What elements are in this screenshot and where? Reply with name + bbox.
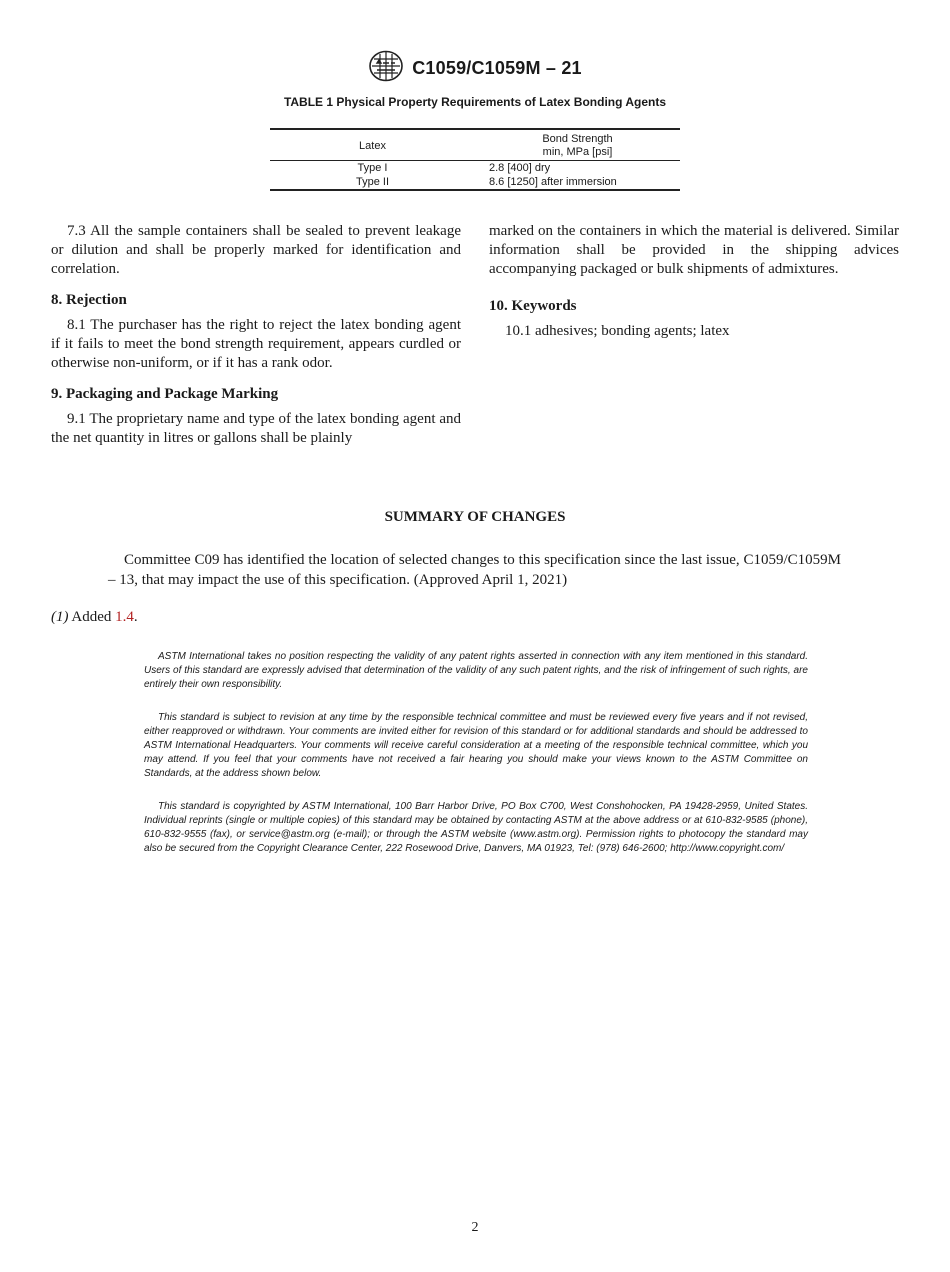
property-requirements-table (270, 128, 680, 191)
summary-of-changes-text: Committee C09 has identified the location of selected changes to this specification since the last issue, C1059/C1059M – 13, that may impact the use of this specification. (Approved April 1, 2021) (108, 552, 841, 588)
section-heading-packaging: 9. Packaging and Package Marking (51, 386, 279, 402)
section-heading-rejection: 8. Rejection (51, 292, 127, 308)
section-reference-link[interactable]: 1.4 (115, 609, 134, 625)
left-column (51, 222, 461, 448)
section-heading-keywords: 10. Keywords (489, 298, 577, 314)
patent-notice: ASTM International takes no position respecting the validity of any patent rights asserted in connection with any item mentioned in this standard. Users of this standard are expressly advised that determination of the validity of any such patent rights, and the risk of infringement of such rights, are entirely their own responsibility. (144, 651, 808, 690)
change-item: (1) Added 1.4. (51, 609, 138, 625)
table-row (270, 175, 680, 190)
paragraph-9-1: 9.1 The proprietary name and type of the latex bonding agent and the net quantity in litres or gallons shall be plainly (51, 411, 461, 446)
summary-of-changes-heading: SUMMARY OF CHANGES (384, 509, 566, 525)
paragraph-9-1-continued: marked on the containers in which the material is delivered. Similar information shall be provided in the shipping advices accompanying packaged or bulk shipments of admixtures. (489, 223, 899, 277)
table-cell: 2.8 [400] dry (489, 162, 551, 174)
right-column (489, 222, 899, 341)
astm-logo-icon (368, 50, 404, 87)
table-caption: TABLE 1 Physical Property Requirements of Latex Bonding Agents (283, 95, 667, 109)
document-designation: C1059/C1059M – 21 (412, 58, 582, 78)
copyright-notice: This standard is copyrighted by ASTM International, 100 Barr Harbor Drive, PO Box C700, West Conshohocken, PA 19428-2959, United States. Individual reprints (single or multiple copies) of this standard may be obtained by contacting ASTM at the above address or at 610-832-9585 (phone), 610-832-9555 (fax), or service@astm.org (e-mail); or through the ASTM website (www.astm.org). Permission rights to photocopy the standard may also be secured from the Copyright Clearance Center, 222 Rosewood Drive, Danvers, MA 01923, Tel: (978) 646-2600; http://www.copyright.com/ (144, 801, 808, 854)
paragraph-10-1: 10.1 adhesives; bonding agents; latex (505, 323, 730, 339)
table-cell: Type I (357, 162, 388, 174)
revision-notice: This standard is subject to revision at any time by the responsible technical committee and must be reviewed every five years and if not revised, either reapproved or withdrawn. Your comments are invited either for revision of this standard or for additional standards and should be addressed to ASTM International Headquarters. Your comments will receive careful consideration at a meeting of the responsible technical committee, which you may attend. If you feel that your comments have not received a fair hearing you should make your views known to the ASTM Committee on Standards, at the address shown below. (144, 712, 808, 779)
column-header-latex: Latex (359, 139, 386, 152)
page-header (0, 50, 950, 87)
table-header-row (270, 129, 680, 161)
change-item-number: (1) (51, 609, 69, 625)
table-cell: 8.6 [1250] after immersion (489, 176, 617, 188)
page-number: 2 (471, 1220, 479, 1235)
column-header-bond-strength: Bond Strength min, MPa [psi] (542, 133, 613, 158)
legal-footnotes (144, 650, 808, 875)
change-item-text: Added (68, 609, 116, 625)
table-row (270, 161, 680, 176)
paragraph-7-3: 7.3 All the sample containers shall be sealed to prevent leakage or dilution and shall be properly marked for identification and correlation. (51, 223, 461, 277)
table-cell: Type II (355, 176, 390, 188)
paragraph-8-1: 8.1 The purchaser has the right to reject the latex bonding agent if it fails to meet the bond strength requirement, appears curdled or otherwise non-uniform, or if it has a rank odor. (51, 317, 461, 371)
